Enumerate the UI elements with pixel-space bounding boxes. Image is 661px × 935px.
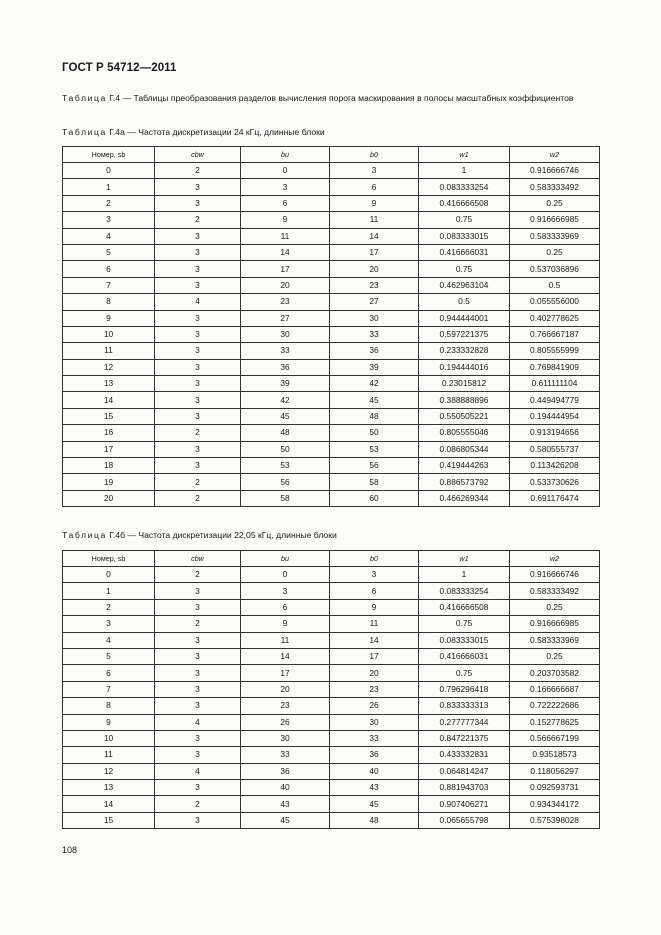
table-cell: 0.769841909: [510, 359, 600, 375]
table-row: [63, 681, 600, 697]
table-row: [63, 163, 600, 179]
table-cell: 0.913194656: [510, 425, 600, 441]
table-cell: 0.886573792: [419, 474, 510, 490]
table-cell: 14: [63, 392, 155, 408]
table-cell: 0.583333969: [510, 632, 600, 648]
table-cell: 0.796296418: [419, 681, 510, 697]
table-cell: 0.881943703: [419, 780, 510, 796]
table-cell: 6: [330, 179, 419, 195]
table-cell: 2: [155, 616, 241, 632]
table-cell: 3: [155, 747, 241, 763]
table-row: [63, 359, 600, 375]
column-header: w2: [510, 147, 600, 163]
table-cell: 9: [330, 195, 419, 211]
table-cell: 14: [330, 228, 419, 244]
table-cell: 9: [241, 616, 330, 632]
table-b-caption: [62, 530, 337, 541]
table-row: [63, 244, 600, 260]
table-cell: 30: [330, 310, 419, 326]
table-cell: 13: [63, 780, 155, 796]
table-cell: 0.575398028: [510, 812, 600, 828]
table-cell: 0.416666031: [419, 244, 510, 260]
table-cell: 3: [155, 359, 241, 375]
table-cell: 8: [63, 294, 155, 310]
table-cell: 3: [155, 780, 241, 796]
table-cell: 0.233332828: [419, 343, 510, 359]
caption-number: Г.4: [109, 93, 121, 103]
table-cell: 0.847221375: [419, 730, 510, 746]
table-cell: 0.203703582: [510, 665, 600, 681]
table-row: [63, 458, 600, 474]
table-cell: 15: [63, 812, 155, 828]
caption-label: Таблица: [62, 93, 107, 103]
table-row: [63, 425, 600, 441]
table-cell: 0.449494779: [510, 392, 600, 408]
table-cell: 0.833333313: [419, 698, 510, 714]
table-cell: 0.086805344: [419, 441, 510, 457]
table-cell: 0.092593731: [510, 780, 600, 796]
table-cell: 56: [241, 474, 330, 490]
table-cell: 20: [63, 490, 155, 506]
table-row: [63, 343, 600, 359]
table-cell: 58: [241, 490, 330, 506]
table-cell: 3: [155, 681, 241, 697]
table-cell: 0.083333254: [419, 583, 510, 599]
column-header: bu: [241, 551, 330, 567]
table-cell: 14: [63, 796, 155, 812]
table-cell: 0.550505221: [419, 408, 510, 424]
table-cell: 6: [241, 599, 330, 615]
table-cell: 50: [330, 425, 419, 441]
table-cell: 58: [330, 474, 419, 490]
table-cell: 0: [241, 567, 330, 583]
table-cell: 10: [63, 730, 155, 746]
table-cell: 17: [330, 648, 419, 664]
table-cell: 3: [155, 458, 241, 474]
table-cell: 11: [330, 616, 419, 632]
table-row: [63, 599, 600, 615]
column-header: cbw: [155, 551, 241, 567]
table-cell: 0.194444954: [510, 408, 600, 424]
table-cell: 26: [241, 714, 330, 730]
table-cell: 45: [330, 392, 419, 408]
table-cell: 2: [155, 163, 241, 179]
table-cell: 0.75: [419, 616, 510, 632]
table-cell: 23: [241, 294, 330, 310]
table-cell: 14: [330, 632, 419, 648]
table-cell: 0.055556000: [510, 294, 600, 310]
table-cell: 0.064814247: [419, 763, 510, 779]
table-cell: 6: [241, 195, 330, 211]
table-cell: 2: [155, 490, 241, 506]
table-cell: 0.916666746: [510, 163, 600, 179]
table-cell: 0.533730626: [510, 474, 600, 490]
table-cell: 3: [330, 567, 419, 583]
table-cell: 0.93518573: [510, 747, 600, 763]
table-a-header-row: [63, 147, 600, 163]
table-cell: 3: [155, 392, 241, 408]
table-a-caption: [62, 127, 325, 138]
table-cell: 23: [330, 681, 419, 697]
table-cell: 3: [155, 310, 241, 326]
table-cell: 14: [241, 648, 330, 664]
table-cell: 4: [155, 294, 241, 310]
table-cell: 1: [419, 567, 510, 583]
table-cell: 0.537036896: [510, 261, 600, 277]
table-row: [63, 261, 600, 277]
table-cell: 0.583333492: [510, 583, 600, 599]
table-cell: 39: [330, 359, 419, 375]
table-b: [62, 550, 600, 829]
table-cell: 0.75: [419, 261, 510, 277]
table-cell: 3: [155, 665, 241, 681]
table-cell: 56: [330, 458, 419, 474]
table-cell: 36: [330, 747, 419, 763]
table-cell: 15: [63, 408, 155, 424]
table-cell: 27: [330, 294, 419, 310]
table-cell: 3: [241, 583, 330, 599]
table-cell: 33: [330, 730, 419, 746]
standard-title: ГОСТ Р 54712—2011: [62, 62, 177, 74]
table-cell: 2: [155, 474, 241, 490]
table-cell: 43: [330, 780, 419, 796]
table-cell: 3: [155, 408, 241, 424]
table-cell: 12: [63, 763, 155, 779]
table-cell: 0.118056297: [510, 763, 600, 779]
table-row: [63, 310, 600, 326]
table-cell: 0.388888896: [419, 392, 510, 408]
table-cell: 0.416666508: [419, 599, 510, 615]
column-header: Номер, sb: [63, 147, 155, 163]
table-row: [63, 195, 600, 211]
table-row: [63, 747, 600, 763]
table-cell: 0.566667199: [510, 730, 600, 746]
table-cell: 0.462963104: [419, 277, 510, 293]
table-cell: 4: [155, 714, 241, 730]
table-b-caption-label: Таблица: [62, 530, 107, 540]
table-row: [63, 763, 600, 779]
table-cell: 3: [155, 244, 241, 260]
table-cell: 12: [63, 359, 155, 375]
table-a-caption-label: Таблица: [62, 127, 107, 137]
table-cell: 11: [63, 343, 155, 359]
table-row: [63, 730, 600, 746]
table-a-caption-text: Г.4а — Частота дискретизации 24 кГц, длинные блоки: [109, 127, 325, 137]
table-cell: 20: [330, 665, 419, 681]
table-cell: 9: [63, 714, 155, 730]
table-cell: 30: [330, 714, 419, 730]
table-cell: 14: [241, 244, 330, 260]
table-cell: 0.583333492: [510, 179, 600, 195]
column-header: b0: [330, 551, 419, 567]
table-cell: 9: [63, 310, 155, 326]
table-cell: 6: [63, 261, 155, 277]
table-cell: 17: [330, 244, 419, 260]
table-cell: 0.277777344: [419, 714, 510, 730]
table-cell: 2: [63, 599, 155, 615]
table-cell: 0.5: [419, 294, 510, 310]
table-cell: 0.580555737: [510, 441, 600, 457]
table-cell: 0.419444263: [419, 458, 510, 474]
table-cell: 0.597221375: [419, 326, 510, 342]
table-cell: 3: [155, 583, 241, 599]
table-cell: 18: [63, 458, 155, 474]
table-cell: 40: [241, 780, 330, 796]
table-cell: 33: [241, 343, 330, 359]
table-row: [63, 714, 600, 730]
column-header: w1: [419, 147, 510, 163]
table-cell: 45: [330, 796, 419, 812]
table-cell: 3: [155, 343, 241, 359]
table-row: [63, 780, 600, 796]
table-cell: 45: [241, 812, 330, 828]
table-cell: 0.416666031: [419, 648, 510, 664]
table-cell: 17: [241, 665, 330, 681]
table-cell: 0.083333254: [419, 179, 510, 195]
table-cell: 30: [241, 326, 330, 342]
table-cell: 3: [155, 812, 241, 828]
table-cell: 0.916666985: [510, 212, 600, 228]
table-cell: 11: [241, 632, 330, 648]
table-cell: 0: [63, 163, 155, 179]
table-cell: 13: [63, 376, 155, 392]
table-cell: 53: [330, 441, 419, 457]
table-cell: 0.611111104: [510, 376, 600, 392]
table-cell: 0.166666687: [510, 681, 600, 697]
table-row: [63, 665, 600, 681]
table-cell: 0.934344172: [510, 796, 600, 812]
table-cell: 33: [330, 326, 419, 342]
table-cell: 17: [241, 261, 330, 277]
table-cell: 2: [155, 212, 241, 228]
table-row: [63, 376, 600, 392]
table-row: [63, 228, 600, 244]
table-cell: 1: [419, 163, 510, 179]
table-cell: 36: [241, 359, 330, 375]
table-cell: 20: [330, 261, 419, 277]
table-cell: 2: [155, 425, 241, 441]
table-cell: 0.433332831: [419, 747, 510, 763]
table-cell: 0: [63, 567, 155, 583]
table-row: [63, 632, 600, 648]
table-cell: 4: [155, 763, 241, 779]
table-cell: 0.691176474: [510, 490, 600, 506]
table-cell: 0: [241, 163, 330, 179]
table-cell: 23: [330, 277, 419, 293]
table-cell: 1: [63, 583, 155, 599]
table-cell: 0.152778625: [510, 714, 600, 730]
table-cell: 10: [63, 326, 155, 342]
table-b-caption-text: Г.4б — Частота дискретизации 22,05 кГц, длинные блоки: [109, 530, 337, 540]
table-cell: 8: [63, 698, 155, 714]
table-cell: 0.907406271: [419, 796, 510, 812]
table-cell: 9: [330, 599, 419, 615]
table-cell: 0.75: [419, 212, 510, 228]
table-cell: 0.25: [510, 195, 600, 211]
table-row: [63, 490, 600, 506]
table-cell: 3: [155, 326, 241, 342]
table-cell: 3: [63, 616, 155, 632]
table-cell: 3: [155, 179, 241, 195]
table-cell: 4: [63, 228, 155, 244]
table-cell: 2: [63, 195, 155, 211]
table-cell: 3: [155, 698, 241, 714]
table-a: [62, 146, 600, 507]
table-a-body: [63, 163, 600, 507]
table-cell: 7: [63, 277, 155, 293]
table-cell: 3: [330, 163, 419, 179]
table-cell: 27: [241, 310, 330, 326]
table-cell: 11: [330, 212, 419, 228]
table-cell: 3: [63, 212, 155, 228]
column-header: Номер, sb: [63, 551, 155, 567]
table-cell: 11: [241, 228, 330, 244]
table-b-header-row: [63, 551, 600, 567]
table-cell: 0.23015812: [419, 376, 510, 392]
table-cell: 9: [241, 212, 330, 228]
table-cell: 20: [241, 277, 330, 293]
table-cell: 0.944444001: [419, 310, 510, 326]
table-cell: 0.083333015: [419, 228, 510, 244]
table-row: [63, 277, 600, 293]
table-row: [63, 441, 600, 457]
table-cell: 5: [63, 648, 155, 664]
table-cell: 0.065655798: [419, 812, 510, 828]
table-cell: 6: [63, 665, 155, 681]
table-cell: 36: [241, 763, 330, 779]
table-cell: 0.75: [419, 665, 510, 681]
table-row: [63, 567, 600, 583]
table-row: [63, 698, 600, 714]
table-row: [63, 474, 600, 490]
table-cell: 3: [155, 599, 241, 615]
table-cell: 16: [63, 425, 155, 441]
table-cell: 50: [241, 441, 330, 457]
table-row: [63, 648, 600, 664]
table-cell: 3: [155, 228, 241, 244]
table-row: [63, 812, 600, 828]
table-cell: 42: [330, 376, 419, 392]
table-cell: 3: [155, 376, 241, 392]
table-cell: 0.805555999: [510, 343, 600, 359]
table-cell: 20: [241, 681, 330, 697]
table-cell: 0.916666746: [510, 567, 600, 583]
column-header: bu: [241, 147, 330, 163]
table-row: [63, 294, 600, 310]
table-cell: 33: [241, 747, 330, 763]
main-table-caption: [62, 93, 602, 104]
table-cell: 0.194444016: [419, 359, 510, 375]
caption-text: — Таблицы преобразования разделов вычисления порога маскирования в полосы масштабных коэффициентов: [122, 93, 574, 103]
table-cell: 0.5: [510, 277, 600, 293]
table-cell: 0.25: [510, 599, 600, 615]
table-cell: 3: [155, 632, 241, 648]
table-row: [63, 392, 600, 408]
table-cell: 5: [63, 244, 155, 260]
table-cell: 0.805555046: [419, 425, 510, 441]
table-cell: 6: [330, 583, 419, 599]
table-cell: 36: [330, 343, 419, 359]
table-b-body: [63, 567, 600, 829]
table-cell: 0.25: [510, 648, 600, 664]
table-cell: 3: [155, 648, 241, 664]
table-cell: 0.916666985: [510, 616, 600, 632]
table-cell: 3: [155, 441, 241, 457]
table-cell: 0.402778625: [510, 310, 600, 326]
table-cell: 48: [330, 812, 419, 828]
table-row: [63, 583, 600, 599]
column-header: w2: [510, 551, 600, 567]
table-cell: 23: [241, 698, 330, 714]
table-cell: 3: [155, 195, 241, 211]
table-cell: 1: [63, 179, 155, 195]
page-number: 108: [62, 845, 78, 855]
table-cell: 0.766667187: [510, 326, 600, 342]
table-cell: 2: [155, 796, 241, 812]
table-cell: 7: [63, 681, 155, 697]
table-cell: 26: [330, 698, 419, 714]
table-cell: 53: [241, 458, 330, 474]
column-header: w1: [419, 551, 510, 567]
table-cell: 45: [241, 408, 330, 424]
table-cell: 0.083333015: [419, 632, 510, 648]
column-header: cbw: [155, 147, 241, 163]
table-cell: 0.416666508: [419, 195, 510, 211]
table-cell: 48: [241, 425, 330, 441]
table-cell: 0.113426208: [510, 458, 600, 474]
table-row: [63, 616, 600, 632]
table-cell: 0.583333969: [510, 228, 600, 244]
table-cell: 48: [330, 408, 419, 424]
table-row: [63, 796, 600, 812]
table-cell: 0.25: [510, 244, 600, 260]
table-cell: 39: [241, 376, 330, 392]
table-cell: 17: [63, 441, 155, 457]
table-cell: 3: [155, 730, 241, 746]
table-cell: 11: [63, 747, 155, 763]
table-cell: 3: [241, 179, 330, 195]
table-cell: 43: [241, 796, 330, 812]
table-row: [63, 326, 600, 342]
table-cell: 4: [63, 632, 155, 648]
table-row: [63, 408, 600, 424]
table-row: [63, 179, 600, 195]
table-cell: 30: [241, 730, 330, 746]
table-row: [63, 212, 600, 228]
table-cell: 0.722222686: [510, 698, 600, 714]
table-cell: 19: [63, 474, 155, 490]
column-header: b0: [330, 147, 419, 163]
table-cell: 40: [330, 763, 419, 779]
table-cell: 60: [330, 490, 419, 506]
table-cell: 0.466269344: [419, 490, 510, 506]
table-cell: 3: [155, 261, 241, 277]
table-cell: 42: [241, 392, 330, 408]
table-cell: 3: [155, 277, 241, 293]
table-cell: 2: [155, 567, 241, 583]
